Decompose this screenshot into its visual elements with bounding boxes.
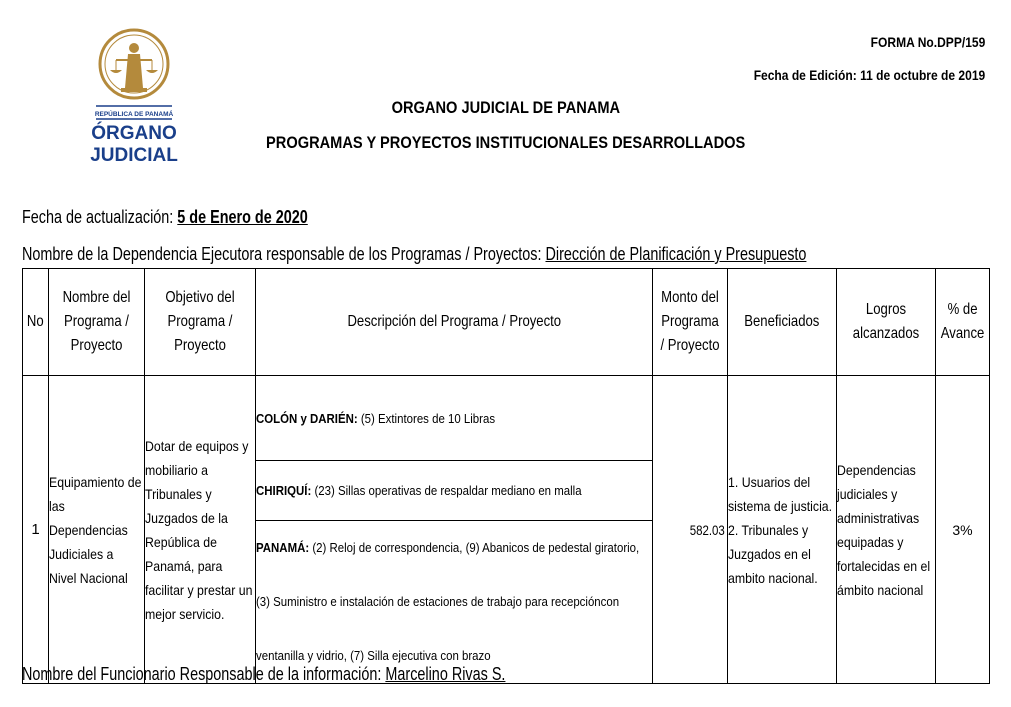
desc-colon-darien: COLÓN y DARIÉN: (5) Extintores de 10 Libras	[256, 376, 653, 461]
logo-country-text: REPÚBLICA DE PANAMÁ	[94, 111, 174, 118]
update-date-label: Fecha de actualización:	[22, 207, 178, 227]
row-no: 1	[23, 376, 49, 684]
header-progress: % de Avance	[936, 269, 990, 376]
header-amount: Monto del Programa / Proyecto	[653, 269, 728, 376]
edition-date: Fecha de Edición: 11 de octubre de 2019	[753, 67, 985, 83]
header-no: No	[23, 269, 49, 376]
logo-word-1: ÓRGANO	[91, 123, 177, 144]
header-beneficiaries: Beneficiados	[728, 269, 837, 376]
row-name: Equipamiento de las Dependencias Judiciales a Nivel Nacional	[49, 376, 145, 684]
projects-table	[22, 268, 990, 684]
row-achievements: Dependencias judiciales y administrativas equipadas y fortalecidas en el ámbito nacional	[837, 376, 936, 684]
dependency-line	[22, 244, 806, 265]
update-date-value: 5 de Enero de 2020	[177, 207, 308, 227]
header-description: Descripción del Programa / Proyecto	[256, 269, 653, 376]
row-objective: Dotar de equipos y mobiliario a Tribunales y Juzgados de la República de Panamá, para facilitar y prestar un mejor servicio.	[145, 376, 256, 684]
desc-chiriqui: CHIRIQUÍ: (23) Sillas operativas de respaldar mediano en malla	[256, 461, 653, 521]
document-title: ORGANO JUDICIAL DE PANAMA	[391, 98, 620, 117]
table-row	[23, 376, 990, 461]
header-objective: Objetivo del Programa / Proyecto	[145, 269, 256, 376]
responsible-label: Nombre del Funcionario Responsable de la información:	[22, 664, 386, 684]
row-progress: 3%	[936, 376, 990, 684]
dependency-label: Nombre de la Dependencia Ejecutora responsable de los Programas / Proyectos:	[22, 244, 546, 264]
dependency-value: Dirección de Planificación y Presupuesto	[545, 244, 807, 264]
header-achievements: Logros alcanzados	[837, 269, 936, 376]
table-header-row	[23, 269, 990, 376]
document-subtitle: PROGRAMAS Y PROYECTOS INSTITUCIONALES DESARROLLADOS	[265, 133, 746, 152]
header-name: Nombre del Programa / Proyecto	[49, 269, 145, 376]
form-number: FORMA No.DPP/159	[870, 34, 985, 50]
row-beneficiaries: 1. Usuarios del sistema de justicia. 2. Tribunales y Juzgados en el ambito nacional.	[728, 376, 837, 684]
update-date-line	[22, 207, 308, 228]
desc-panama: PANAMÁ: (2) Reloj de correspondencia, (9) Abanicos de pedestal giratorio, (3) Suministro e instalación de estaciones de trabajo para recepcióncon ventanilla y vidrio, (7) Silla ejecutiva con brazo	[256, 521, 653, 684]
row-amount: 582.03	[653, 376, 728, 684]
responsible-value: Marcelino Rivas S.	[385, 664, 506, 684]
logo-word-2: JUDICIAL	[90, 145, 178, 166]
responsible-line	[22, 664, 505, 685]
